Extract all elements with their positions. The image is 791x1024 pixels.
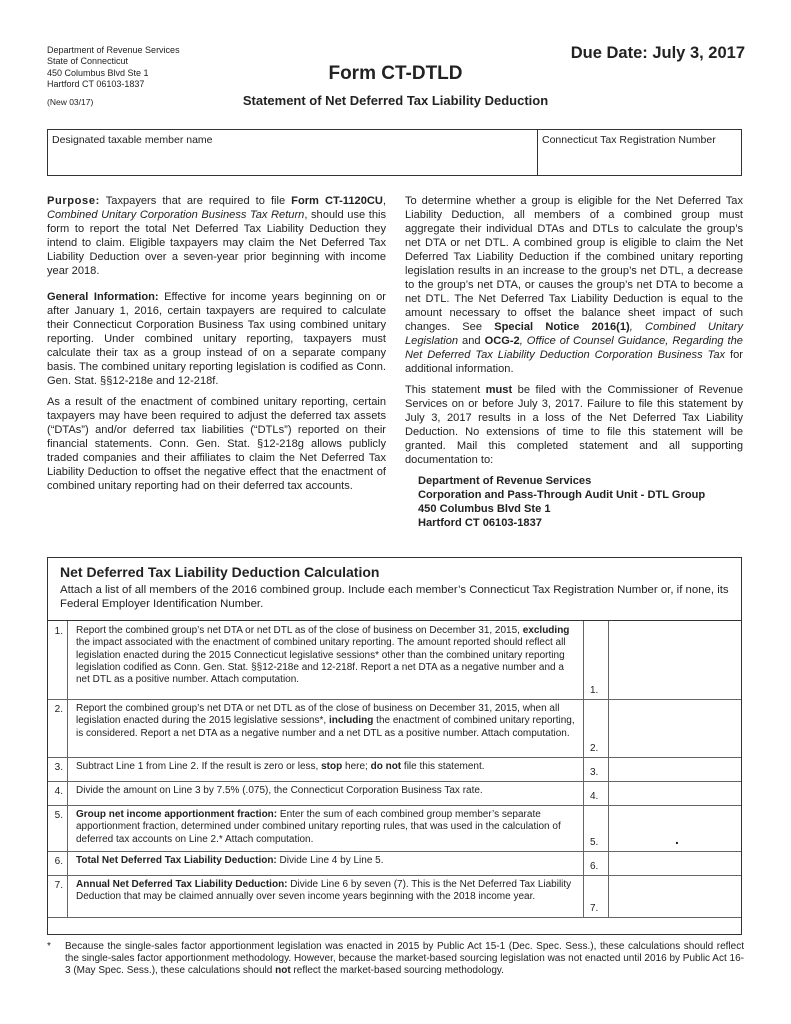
mailing-address-line: Corporation and Pass-Through Audit Unit - DTL Group (418, 489, 706, 501)
line-amount-field[interactable] (609, 875, 741, 917)
calculation-line (48, 875, 741, 918)
form-reference-title: Combined Unitary Corporation Business Tax Return (47, 209, 305, 221)
line-description (76, 625, 576, 686)
line-description-text: here; (342, 761, 371, 772)
line-amount-field[interactable] (609, 621, 741, 699)
instructions-left-column (47, 194, 386, 500)
eligibility-text: To determine whether a group is eligible for the Net Deferred Tax Liability Deduction, all members of a combined group must aggregate their individual DTAs and DTLs to calculate the group’s net DTA or net DTL. A combined group is eligible to claim the Net Deferred Tax Liability Deduction if the combined unitary reporting legislation results in an increase to the group’s net DTL, a decrease to the group’s net DTA, or causes the group’s net DTA to become a net DTL. The Net Deferred Tax Liability Deduction is equal to the amount necessary to offset the balance sheet impact of such changes. See (405, 195, 743, 333)
filing-text: This statement (405, 384, 486, 396)
line-label: 1. (590, 685, 599, 696)
filing-text: be filed with the Commissioner of Revenue Services on or before July 3, 2017. Failure to file this statement by July 3, 2017 results in a loss of the Net Deferred Tax Liability Deduction. No extensions of time to file this statement will be granted. Mail this completed statement and all supporting documentation to: (405, 384, 743, 466)
purpose-text: , should use this form to report the total Net Deferred Tax Liability Deduction they intend to claim. Eligible taxpayers may claim the Net Deferred Tax Liability Deduction over a seven-year prior beginning with income year 2018. (47, 209, 386, 277)
line-description-text: Divide Line 6 by seven (7). This is the Net Deferred Tax Liability Deduction that may be claimed annually over seven income years beginning with the 2018 income year. (76, 879, 572, 903)
due-date: Due Date: July 3, 2017 (570, 44, 745, 62)
calculation-line (48, 757, 741, 782)
purpose-text: , (382, 195, 386, 207)
agency-line: Hartford CT 06103-1837 (47, 79, 145, 90)
line-description-emphasis: excluding (522, 625, 570, 636)
line-number: 6. (48, 851, 68, 875)
line-description (76, 809, 576, 846)
general-information-label: General Information: (47, 291, 159, 303)
registration-number-label: Connecticut Tax Registration Number (542, 134, 716, 146)
purpose-text: Taxpayers that are required to file (99, 195, 292, 207)
line-description-text: Divide Line 4 by Line 5. (276, 855, 384, 866)
instructions-right-column (405, 194, 743, 530)
calculation-line (48, 781, 741, 806)
calculation-line (48, 699, 741, 758)
line-number: 5. (48, 805, 68, 851)
ocg-reference: OCG-2 (484, 335, 520, 347)
calculation-section (47, 557, 742, 935)
line-description (76, 761, 576, 773)
line-number: 1. (48, 621, 68, 699)
line-amount-field[interactable] (609, 805, 741, 851)
registration-number-field[interactable] (538, 130, 741, 175)
calculation-heading: Net Deferred Tax Liability Deduction Calculation (60, 564, 380, 580)
member-name-label: Designated taxable member name (52, 134, 213, 146)
form-subtitle: Statement of Net Deferred Tax Liability Deduction (242, 93, 549, 108)
line-label: 4. (590, 791, 599, 802)
eligibility-text: for additional information. (405, 349, 743, 375)
line-label-cell (583, 805, 609, 851)
line-number: 7. (48, 875, 68, 917)
line-description-text: Subtract Line 1 from Line 2. If the result is zero or less, (76, 761, 322, 772)
footnote-text-part: reflect the market-based sourcing methodology. (290, 965, 504, 977)
result-paragraph: As a result of the enactment of combined unitary reporting, certain taxpayers may have been required to adjust the deferred tax assets (“DTAs”) and/or deferred tax liabilities (“DTLs”) reported on their financial statements. Conn. Gen. Stat. §12-218g allows publicly traded companies and their affiliates to claim the Net Deferred Tax Liability Deduction to offset the negative effect that the enactment of combined unitary reporting had on their deferred tax accounts. (47, 396, 386, 492)
agency-line: Department of Revenue Services (47, 45, 180, 55)
calculation-line (48, 805, 741, 852)
line-description-emphasis: Annual Net Deferred Tax Liability Deduction: (76, 879, 288, 890)
line-description-text: the impact associated with the enactment of combined unitary reporting. The amount reported should reflect all legislation enacted during the 2015 Connecticut legislative sessions* other than the combined unitary reporting legislation codified as Conn. Gen. Stat. §§12-218e and 12-218f. Report a net DTA as a negative number and a net DTL as a positive number. Attach computation. (76, 637, 566, 686)
line-label: 3. (590, 767, 599, 778)
agency-line: State of Connecticut (47, 56, 129, 67)
filing-must: must (485, 384, 513, 396)
line-amount-field[interactable] (609, 851, 741, 875)
line-label-cell (583, 875, 609, 917)
general-information-paragraph (47, 290, 386, 388)
line-description-emphasis: do not (370, 761, 402, 772)
mailing-address (418, 474, 743, 530)
eligibility-text: and (458, 335, 485, 347)
line-description (76, 785, 576, 797)
line-description-text: file this statement. (401, 761, 485, 772)
special-notice-reference: Special Notice 2016(1) (494, 321, 630, 333)
line-description-emphasis: Group net income apportionment fraction: (76, 809, 278, 820)
calculation-line (48, 851, 741, 876)
line-label-cell (583, 851, 609, 875)
line-number: 3. (48, 757, 68, 781)
line-description-emphasis: stop (321, 761, 343, 772)
calculation-instructions: Attach a list of all members of the 2016 combined group. Include each member’s Connecticut Tax Registration Number or, if none, its Federal Employer Identification Number. (60, 584, 729, 610)
line-amount-value: . (675, 831, 679, 847)
line-description-text: Divide the amount on Line 3 by 7.5% (.075), the Connecticut Corporation Business Tax rate. (76, 785, 483, 796)
line-label-cell (583, 699, 609, 757)
line-description-text: Report the combined group’s net DTA or net DTL as of the close of business on December 31, 2015, when all legislation enacted during the 2015 legislative sessions*, (76, 703, 560, 727)
line-description (76, 703, 576, 740)
line-description-emphasis: including (328, 715, 374, 727)
special-notice-title: , Combined Unitary Legislation (405, 321, 744, 347)
taxpayer-id-box (47, 129, 742, 176)
mailing-address-line: 450 Columbus Blvd Ste 1 (418, 503, 551, 515)
line-number: 2. (48, 699, 68, 757)
line-label-cell (583, 621, 609, 699)
line-description-emphasis: Total Net Deferred Tax Liability Deduction: (76, 855, 277, 866)
revision-date: (New 03/17) (47, 97, 94, 107)
mailing-address-line: Hartford CT 06103-1837 (418, 517, 542, 529)
line-description-text: Report the combined group’s net DTA or net DTL as of the close of business on December 31, 2015, (76, 625, 523, 636)
agency-line: 450 Columbus Blvd Ste 1 (47, 67, 149, 78)
footnote-not: not (275, 965, 291, 977)
footnote-text-part: Because the single-sales factor apportionment legislation was enacted in 2015 by Public Act 15-1 (Dec. Spec. Sess.), these calculations should reflect the single-sales factor apportionment methodology. However, because the market-based sourcing legislation was not enacted until 2016 by Public Act 16-3 (May Spec. Sess.), these calculations should (65, 941, 744, 977)
line-label: 7. (590, 903, 599, 914)
line-label: 5. (590, 837, 599, 848)
line-number: 4. (48, 781, 68, 805)
form-reference: Form CT-1120CU (291, 195, 383, 207)
form-title: Form CT-DTLD (328, 63, 463, 84)
line-label: 2. (590, 743, 599, 754)
purpose-label: Purpose: (47, 195, 100, 207)
general-information-text: Effective for income years beginning on or after January 1, 2016, certain taxpayers are required to calculate their Connecticut Corporation Business Tax using combined unitary reporting. Under combined unitary reporting, taxpayers must calculate their tax as a group instead of on a separate company basis. The combined unitary reporting legislation is codified as Conn. Gen. Stat. §§12-218e and 12-218f. (47, 291, 386, 387)
footnote-marker: * (47, 941, 51, 952)
line-amount-field[interactable] (609, 699, 741, 757)
line-description (76, 879, 576, 904)
line-amount-field[interactable] (609, 781, 741, 805)
member-name-field[interactable] (48, 130, 538, 175)
line-label-cell (583, 757, 609, 781)
purpose-paragraph (47, 194, 386, 278)
footnote-text (65, 941, 744, 978)
line-description-text: Enter the sum of each combined group member’s separate apportionment fraction, determined under combined unitary reporting rules, that was used in the calculation of deferred tax accounts on Line 2.* Attach computation. (76, 809, 561, 845)
filing-paragraph (405, 383, 743, 467)
line-description (76, 855, 576, 867)
line-label: 6. (590, 861, 599, 872)
line-label-cell (583, 781, 609, 805)
mailing-address-line: Department of Revenue Services (418, 475, 592, 487)
line-amount-field[interactable] (609, 757, 741, 781)
footnote (47, 941, 744, 978)
ocg-title: , Office of Counsel Guidance, Regarding the Net Deferred Tax Liability Deduction Corporation Business Tax (405, 335, 743, 361)
calculation-line (48, 621, 741, 700)
eligibility-paragraph (405, 194, 743, 376)
line-description-text: the enactment of combined unitary reporting, is considered. Report a net DTA as a negative number and a net DTL as a positive number. Attach computation. (76, 715, 575, 739)
